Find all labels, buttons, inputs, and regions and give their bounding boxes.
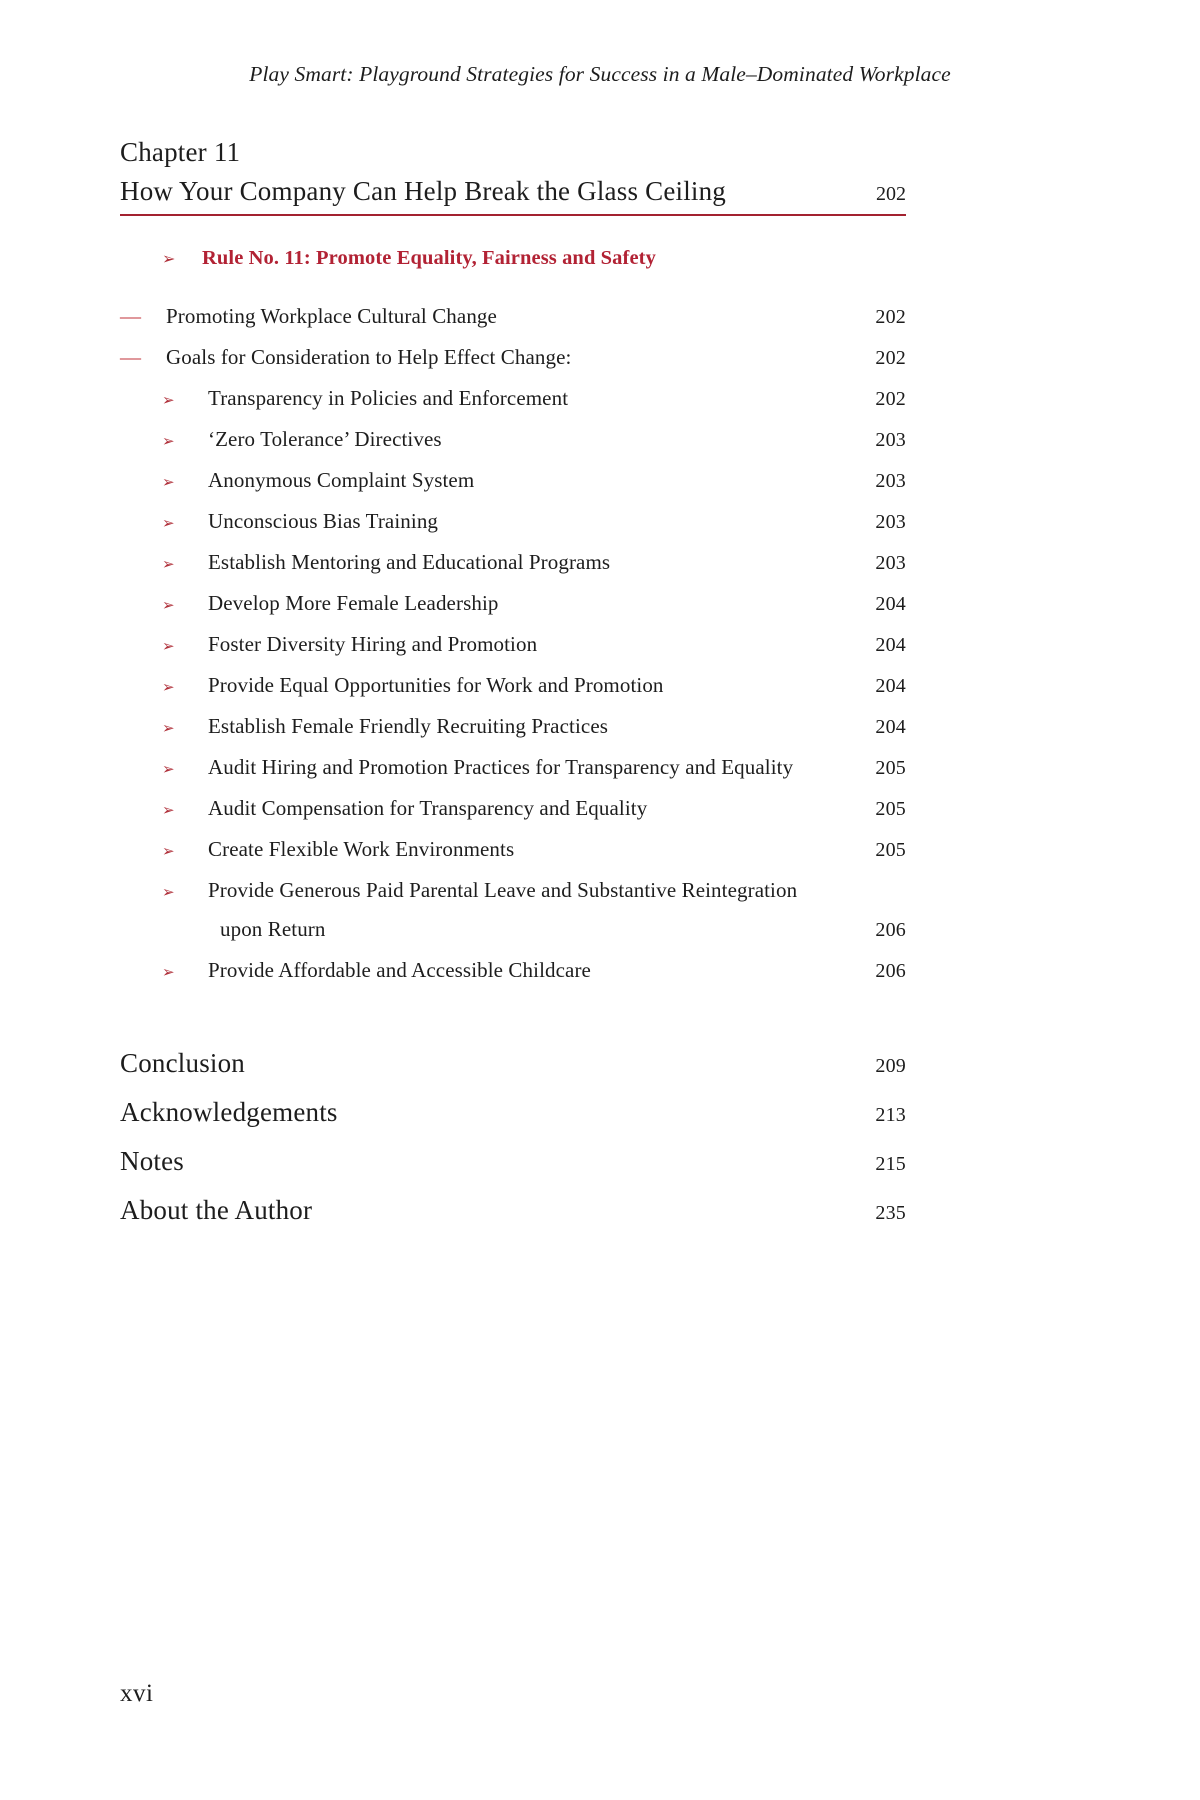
toc-entry-page-number: 204 (875, 716, 906, 739)
dash-bullet-icon: — (120, 304, 141, 329)
arrow-bullet-icon: ➢ (162, 885, 175, 902)
toc-content (120, 135, 906, 1235)
rule-heading (162, 247, 906, 270)
toc-entry-page-number: 203 (875, 470, 906, 493)
toc-entry-page-number: 205 (875, 757, 906, 780)
toc-entry-label: Foster Diversity Hiring and Promotion (208, 632, 538, 657)
toc-entry-page-number: 202 (875, 347, 906, 370)
arrow-bullet-icon: ➢ (162, 516, 175, 533)
toc-entry-page-number: 202 (875, 388, 906, 411)
toc-entry[interactable] (162, 378, 906, 419)
toc-entry[interactable] (162, 829, 906, 870)
toc-entry[interactable] (162, 747, 906, 788)
toc-entry[interactable] (162, 706, 906, 747)
arrow-bullet-icon: ➢ (162, 721, 175, 738)
backmatter-entry[interactable] (120, 1088, 906, 1137)
toc-entry-label: Establish Female Friendly Recruiting Practices (208, 714, 609, 739)
toc-entry-label: Provide Generous Paid Parental Leave and Substantive Reintegration (208, 878, 798, 903)
chapter-page-number: 202 (876, 182, 906, 205)
backmatter-entry-page-number: 235 (875, 1202, 906, 1225)
arrow-bullet-icon: ➢ (162, 762, 175, 779)
toc-entry[interactable] (162, 665, 906, 706)
toc-entry-page-number: 203 (875, 511, 906, 534)
toc-entry-page-number: 202 (875, 306, 906, 329)
arrow-bullet-icon: ➢ (162, 803, 175, 820)
chapter-title[interactable]: How Your Company Can Help Break the Glass Ceiling (120, 175, 727, 206)
toc-entry-page-number: 204 (875, 593, 906, 616)
arrow-bullet-icon: ➢ (162, 557, 175, 574)
backmatter-entry-page-number: 209 (875, 1055, 906, 1078)
page-folio: xvi (120, 1680, 154, 1707)
toc-entry-page-number: 203 (875, 429, 906, 452)
chapter-label: Chapter 11 (120, 137, 241, 167)
toc-entry[interactable] (162, 870, 906, 911)
toc-entry-page-number: 205 (875, 839, 906, 862)
arrow-bullet-icon: ➢ (162, 598, 175, 615)
arrow-bullet-icon: ➢ (162, 639, 175, 656)
toc-entry-label: Audit Compensation for Transparency and Equality (208, 796, 648, 821)
dash-bullet-icon: — (120, 345, 141, 370)
arrow-bullet-icon: ➢ (162, 251, 176, 269)
toc-entry-label: Audit Hiring and Promotion Practices for Transparency and Equality (208, 755, 794, 780)
backmatter-entry-page-number: 213 (875, 1104, 906, 1127)
toc-entry-label: Transparency in Policies and Enforcement (208, 386, 569, 411)
backmatter-entry-label: Notes (120, 1146, 184, 1177)
toc-entry-label: Goals for Consideration to Help Effect Change: (166, 345, 572, 370)
backmatter-entry-page-number: 215 (875, 1153, 906, 1176)
toc-entry[interactable] (162, 419, 906, 460)
backmatter-entry[interactable] (120, 1137, 906, 1186)
toc-entry-label: Create Flexible Work Environments (208, 837, 515, 862)
toc-entry-page-number: 203 (875, 552, 906, 575)
toc-entry[interactable] (120, 337, 906, 378)
toc-entry-page-number: 206 (875, 960, 906, 983)
toc-entry[interactable] (162, 950, 906, 991)
toc-entry[interactable] (162, 911, 906, 950)
backmatter-entry-label: Acknowledgements (120, 1097, 338, 1128)
toc-entry-page-number: 204 (875, 675, 906, 698)
arrow-bullet-icon: ➢ (162, 965, 175, 982)
toc-entry-page-number: 206 (875, 919, 906, 942)
arrow-bullet-icon: ➢ (162, 680, 175, 697)
backmatter-entry[interactable] (120, 1039, 906, 1088)
toc-entry-label: ‘Zero Tolerance’ Directives (208, 427, 442, 452)
toc-entry-label: Establish Mentoring and Educational Programs (208, 550, 611, 575)
toc-entry-page-number: 205 (875, 798, 906, 821)
toc-entry-label: Unconscious Bias Training (208, 509, 439, 534)
toc-entry-label: Provide Affordable and Accessible Childcare (208, 958, 591, 983)
backmatter-entry[interactable] (120, 1186, 906, 1235)
arrow-bullet-icon: ➢ (162, 393, 175, 410)
toc-entry[interactable] (162, 460, 906, 501)
running-head: Play Smart: Playground Strategies for Success in a Male–Dominated Workplace (249, 62, 951, 86)
toc-entry-label: Develop More Female Leadership (208, 591, 499, 616)
toc-entry[interactable] (120, 296, 906, 337)
rule-heading-text: Rule No. 11: Promote Equality, Fairness and Safety (202, 247, 656, 270)
toc-entry[interactable] (162, 583, 906, 624)
arrow-bullet-icon: ➢ (162, 844, 175, 861)
toc-entry-label: Provide Equal Opportunities for Work and Promotion (208, 673, 664, 698)
chapter-title-row[interactable] (120, 175, 906, 209)
toc-entry-label: Anonymous Complaint System (208, 468, 475, 493)
toc-entry-list (120, 296, 906, 991)
backmatter-list (120, 1039, 906, 1235)
toc-entry-label: upon Return (220, 917, 326, 942)
backmatter-entry-label: About the Author (120, 1195, 313, 1226)
toc-entry[interactable] (162, 542, 906, 583)
arrow-bullet-icon: ➢ (162, 434, 175, 451)
toc-entry[interactable] (162, 501, 906, 542)
toc-entry[interactable] (162, 788, 906, 829)
arrow-bullet-icon: ➢ (162, 475, 175, 492)
toc-entry-label: Promoting Workplace Cultural Change (166, 304, 497, 329)
chapter-divider-rule (120, 214, 906, 216)
backmatter-entry-label: Conclusion (120, 1048, 246, 1079)
toc-entry[interactable] (162, 624, 906, 665)
toc-entry-page-number: 204 (875, 634, 906, 657)
